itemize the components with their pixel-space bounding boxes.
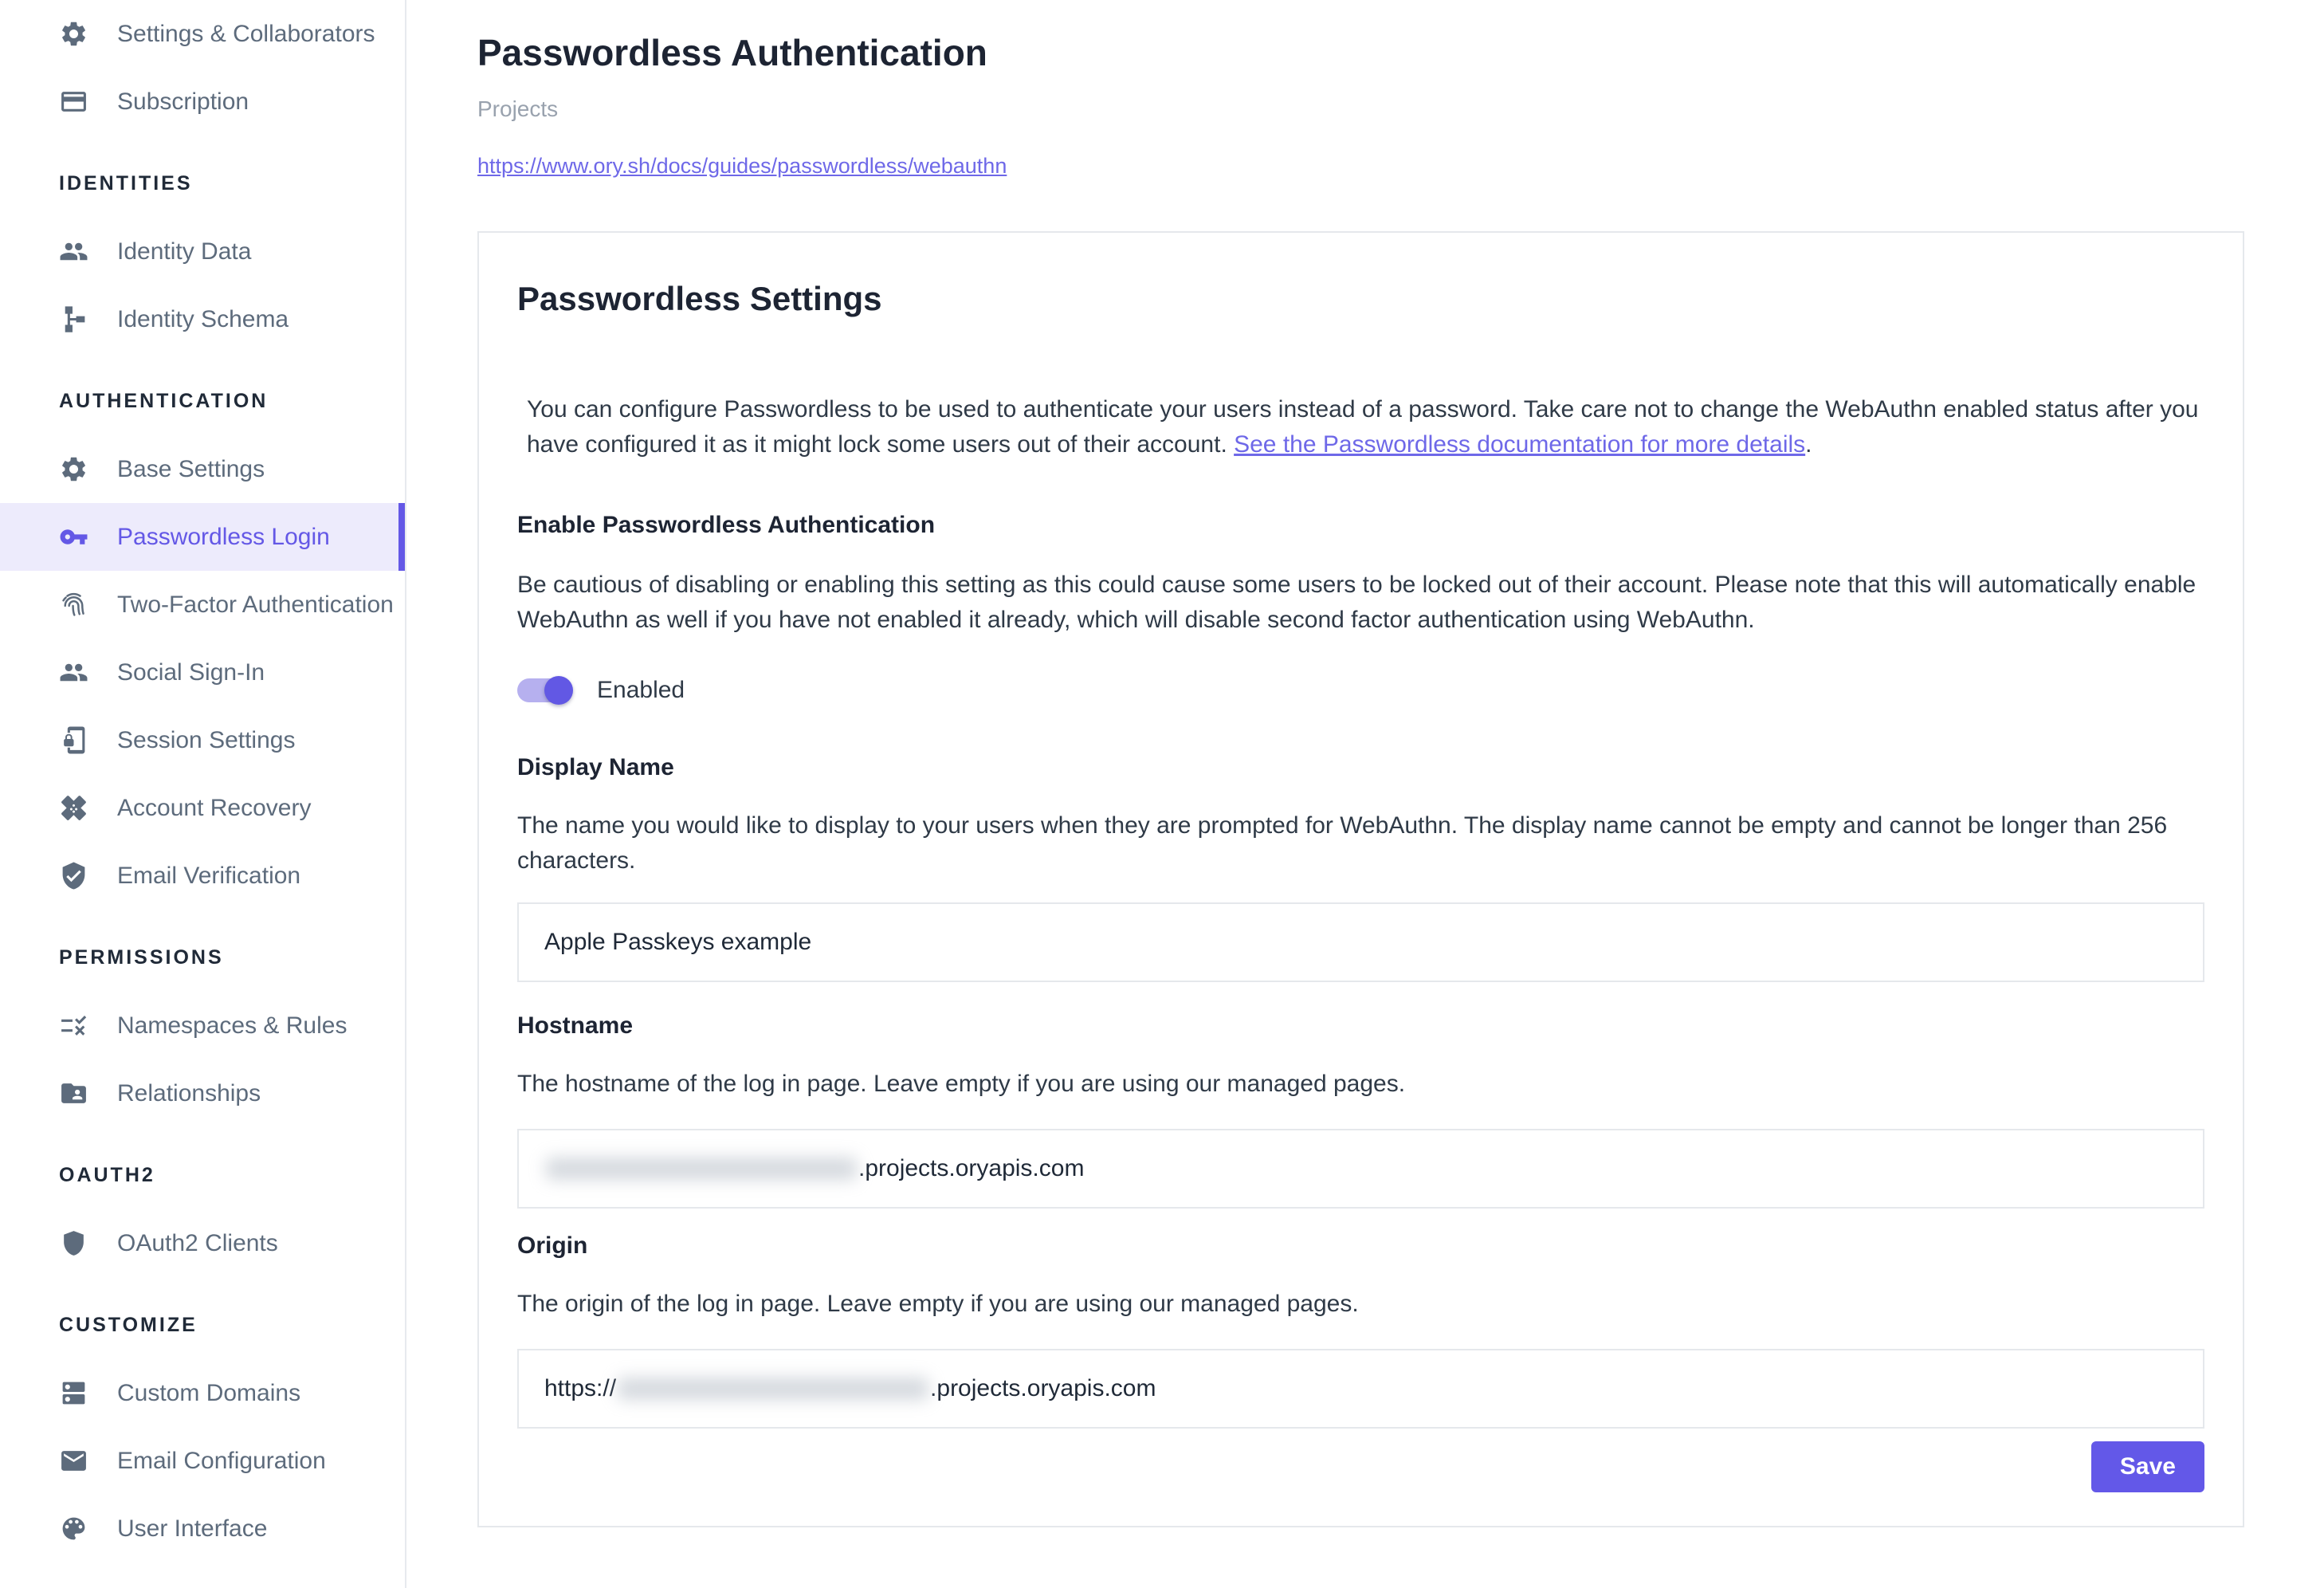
fingerprint-icon [59,590,88,619]
origin-description: The origin of the log in page. Leave empty if you are using our managed pages. [517,1291,1359,1317]
sidebar-item-label: Identity Schema [117,305,289,332]
sidebar-section-oauth2: OAUTH2 [59,1164,155,1186]
sidebar-item-label: Passwordless Login [117,523,330,550]
card-footer [517,1441,2204,1492]
display-name-input[interactable] [517,902,2204,982]
people-icon [59,237,88,266]
origin-heading: Origin [517,1232,588,1259]
sidebar-item-social-sign-in[interactable] [0,639,405,706]
intro-before-link: You can configure Passwordless to be used to authenticate your users instead of a password. Take care not to change the WebAuthn enabled status after you have configured it as it might lock some users out of their account. [527,396,2199,458]
sidebar-item-label: Identity Data [117,238,252,265]
hostname-suffix: .projects.oryapis.com [858,1155,1085,1181]
sidebar-item-identity-data[interactable] [0,218,405,285]
sidebar-item-label: Relationships [117,1079,261,1106]
sidebar [0,0,406,1588]
sidebar-item-label: Settings & Collaborators [117,20,375,47]
redacted-text [618,1378,928,1400]
sidebar-section-identities: IDENTITIES [59,172,193,195]
shield-check-icon [59,861,88,890]
sidebar-item-session-settings[interactable] [0,706,405,774]
display-name-value: Apple Passkeys example [544,929,812,955]
envelope-icon [59,1446,88,1476]
sidebar-section-customize: CUSTOMIZE [59,1314,198,1336]
sidebar-item-label: Email Verification [117,862,301,889]
bandage-icon [59,793,88,823]
sidebar-item-label: User Interface [117,1515,268,1542]
sidebar-item-namespaces-rules[interactable] [0,992,405,1059]
sidebar-item-two-factor-authentication[interactable] [0,571,405,639]
origin-prefix: https:// [544,1375,617,1401]
hostname-heading: Hostname [517,1012,634,1039]
intro-text [517,392,2204,462]
display-name-heading: Display Name [517,754,674,780]
schema-icon [59,305,88,334]
passwordless-docs-link[interactable]: See the Passwordless documentation for more details [1234,431,1806,458]
sidebar-item-label: Email Configuration [117,1447,326,1474]
sidebar-item-settings-collaborators[interactable] [0,0,405,68]
sidebar-item-relationships[interactable] [0,1059,405,1127]
enable-toggle-row [517,674,2204,706]
docs-url-link[interactable]: https://www.ory.sh/docs/guides/passwordless/webauthn [477,154,1007,178]
gear-icon [59,454,88,484]
server-icon [59,1378,88,1408]
intro-after-link: . [1805,431,1812,458]
key-icon [59,522,88,552]
folder-person-icon [59,1079,88,1108]
enable-description: Be cautious of disabling or enabling this setting as this could cause some users to be locked out of their account. Please note that this will automatically enable WebAuthn as well if you have not enabled it already, which will disable second factor authentication using WebAuthn. [517,572,2196,633]
sidebar-item-label: Social Sign-In [117,658,265,686]
origin-input[interactable] [517,1349,2204,1429]
phone-lock-icon [59,725,88,755]
sidebar-item-identity-schema[interactable] [0,285,405,353]
toggle-label: Enabled [597,677,685,703]
breadcrumb: Projects [477,96,559,121]
credit-card-icon [59,87,88,116]
passwordless-settings-card [477,231,2244,1527]
sidebar-item-base-settings[interactable] [0,435,405,503]
card-title: Passwordless Settings [517,280,882,317]
people-icon [59,658,88,687]
main-content [406,0,2324,1588]
palette-icon [59,1514,88,1543]
gear-icon [59,19,88,49]
sidebar-item-label: Namespaces & Rules [117,1012,347,1039]
rules-icon [59,1011,88,1040]
sidebar-item-passwordless-login[interactable] [0,503,405,571]
sidebar-item-email-configuration[interactable] [0,1427,405,1495]
sidebar-item-label: Custom Domains [117,1379,301,1406]
sidebar-item-label: Subscription [117,88,249,115]
hostname-description: The hostname of the log in page. Leave empty if you are using our managed pages. [517,1071,1406,1097]
sidebar-section-permissions: PERMISSIONS [59,946,224,969]
display-name-description: The name you would like to display to your users when they are prompted for WebAuthn. The display name cannot be empty and cannot be longer than 256 characters. [517,812,2168,874]
hostname-input[interactable] [517,1129,2204,1209]
sidebar-item-label: Session Settings [117,726,296,753]
sidebar-item-account-recovery[interactable] [0,774,405,842]
sidebar-item-label: OAuth2 Clients [117,1229,278,1256]
sidebar-item-label: Account Recovery [117,794,312,821]
sidebar-section-authentication: AUTHENTICATION [59,390,269,412]
sidebar-item-label: Base Settings [117,455,265,482]
enable-heading: Enable Passwordless Authentication [517,512,936,538]
toggle-thumb-icon [544,676,573,705]
redacted-text [546,1158,857,1180]
shield-icon [59,1228,88,1258]
sidebar-item-user-interface[interactable] [0,1495,405,1562]
sidebar-item-label: Two-Factor Authentication [117,591,394,618]
origin-suffix: .projects.oryapis.com [930,1375,1156,1401]
sidebar-item-oauth2-clients[interactable] [0,1209,405,1277]
page-title: Passwordless Authentication [477,32,987,73]
passwordless-toggle[interactable] [517,674,573,706]
sidebar-item-subscription[interactable] [0,68,405,136]
save-button[interactable]: Save [2091,1441,2204,1492]
sidebar-item-custom-domains[interactable] [0,1359,405,1427]
sidebar-item-email-verification[interactable] [0,842,405,910]
